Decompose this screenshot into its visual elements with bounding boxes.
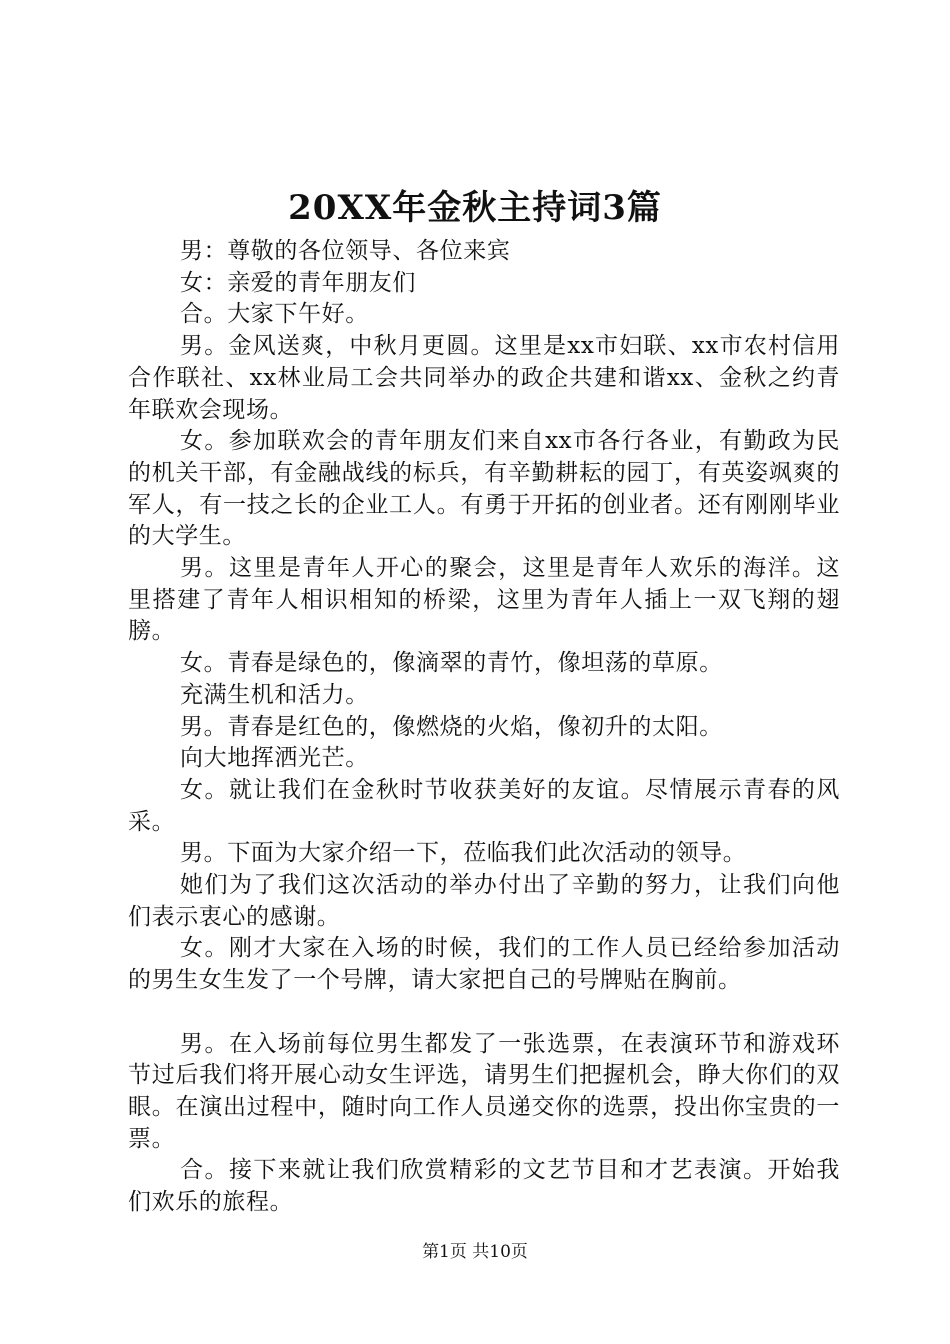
paragraph: 合。接下来就让我们欣赏精彩的文艺节目和才艺表演。开始我们欢乐的旅程。 <box>128 1157 840 1216</box>
document-title: 20XX年金秋主持词3篇 <box>288 188 662 228</box>
paragraph: 男。青春是红色的，像燃烧的火焰，像初升的太阳。 <box>180 713 723 740</box>
paragraph: 充满生机和活力。 <box>180 681 369 708</box>
paragraph: 男。这里是青年人开心的聚会，这里是青年人欢乐的海洋。这里搭建了青年人相识相知的桥梁，这里为青年人插上一双飞翔的翅膀。 <box>128 555 840 645</box>
paragraph: 向大地挥洒光芒。 <box>180 745 369 772</box>
paragraph: 男：尊敬的各位领导、各位来宾 <box>180 238 511 264</box>
page-number-footer: 第1页 共10页 <box>422 1242 528 1262</box>
paragraph: 女。参加联欢会的青年朋友们来自xx市各行各业，有勤政为民的机关干部，有金融战线的标兵，有辛勤耕耘的园丁，有英姿飒爽的军人，有一技之长的企业工人。有勇于开拓的创业者。还有刚刚毕业的大学生。 <box>128 428 840 550</box>
paragraph: 女。就让我们在金秋时节收获美好的友谊。尽情展示青春的风采。 <box>128 776 840 835</box>
paragraph: 女。青春是绿色的，像滴翠的青竹，像坦荡的草原。 <box>180 650 723 677</box>
paragraph: 男。在入场前每位男生都发了一张选票，在表演环节和游戏环节过后我们将开展心动女生评选，请男生们把握机会，睁大你们的双眼。在演出过程中，随时向工作人员递交你的选票，投出你宝贵的一票。 <box>128 1030 840 1152</box>
paragraph: 合。大家下午好。 <box>180 301 369 328</box>
paragraph: 男。下面为大家介绍一下，莅临我们此次活动的领导。 <box>180 840 747 867</box>
document-body <box>128 236 840 1219</box>
paragraph: 女：亲爱的青年朋友们 <box>180 269 416 296</box>
paragraph: 男。金风送爽，中秋月更圆。这里是xx市妇联、xx市农村信用合作联社、xx林业局工会共同举办的政企共建和谐xx、金秋之约青年联欢会现场。 <box>128 333 840 423</box>
paragraph: 她们为了我们这次活动的举办付出了辛勤的努力，让我们向他们表示衷心的感谢。 <box>128 872 840 930</box>
paragraph: 女。刚才大家在入场的时候，我们的工作人员已经给参加活动的男生女生发了一个号牌，请大家把自己的号牌贴在胸前。 <box>128 935 840 994</box>
